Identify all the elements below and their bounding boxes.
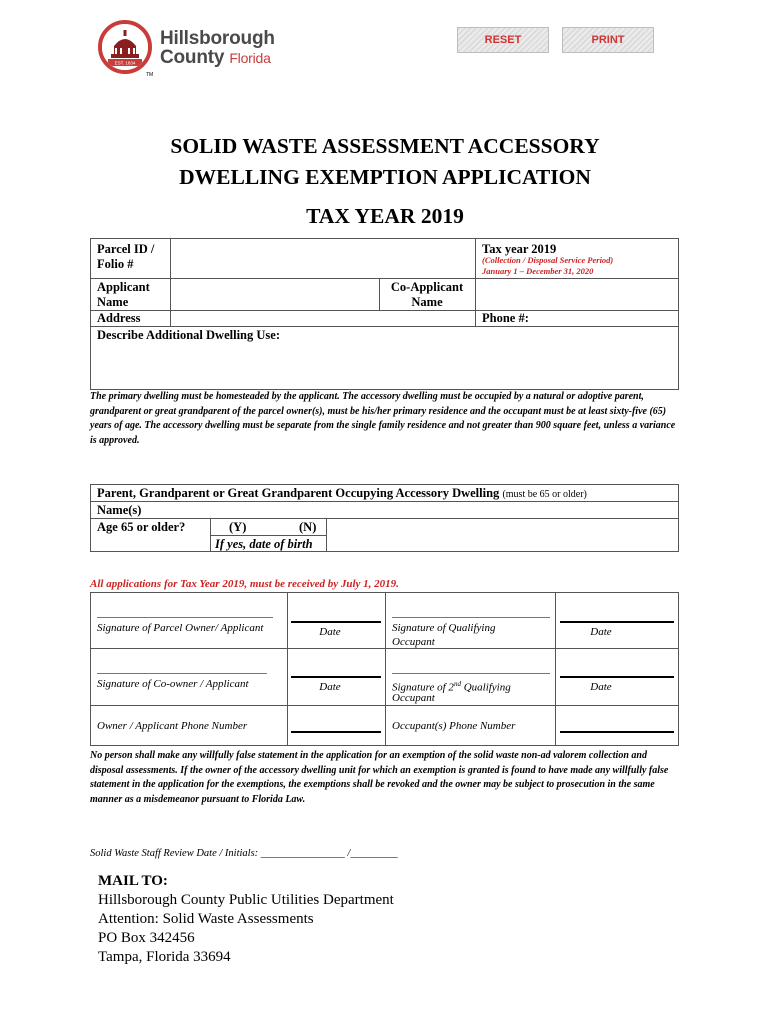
- row-divider: [90, 278, 679, 279]
- parcel-id-field[interactable]: [172, 240, 474, 277]
- date-label-4: Date: [590, 681, 612, 693]
- owner-signature-label: Signature of Parcel Owner/ Applicant: [97, 622, 264, 634]
- courthouse-dome-icon: [98, 20, 152, 74]
- phone-field[interactable]: [532, 311, 677, 325]
- row-divider: [90, 518, 679, 519]
- logo-trademark: TM: [146, 72, 154, 78]
- address-field[interactable]: [172, 311, 474, 325]
- mail-to-heading: MAIL TO:: [98, 873, 168, 889]
- date-line-1[interactable]: [291, 621, 381, 623]
- collection-period-note: (Collection / Disposal Service Period): [482, 255, 614, 265]
- applicant-label: Applicant: [97, 280, 150, 294]
- occupant-signature-line[interactable]: [392, 617, 550, 618]
- describe-use-label: Describe Additional Dwelling Use:: [97, 328, 280, 342]
- date-label-2: Date: [590, 626, 612, 638]
- logo-state: Florida: [229, 50, 271, 66]
- owner-phone-label: Owner / Applicant Phone Number: [97, 720, 248, 732]
- col-divider: [170, 238, 171, 326]
- occupant-signature-label-1: Signature of Qualifying: [392, 622, 496, 634]
- coowner-signature-label: Signature of Co-owner / Applicant: [97, 678, 249, 690]
- date-of-birth-field[interactable]: [328, 520, 677, 551]
- date-line-2[interactable]: [560, 621, 674, 623]
- second-sig-sup: nd: [453, 680, 461, 688]
- page-title-line1: SOLID WASTE ASSESSMENT ACCESSORY: [170, 134, 600, 158]
- occupant-names-field[interactable]: [150, 503, 677, 517]
- occupant-phone-label: Occupant(s) Phone Number: [392, 720, 516, 732]
- occupant-signature-label-2: Occupant: [392, 636, 435, 648]
- print-button[interactable]: PRINT: [562, 27, 654, 53]
- col-divider: [555, 592, 556, 746]
- logo-name-line1: Hillsborough: [160, 28, 275, 49]
- co-applicant-label: Co-Applicant: [390, 280, 464, 294]
- yes-option[interactable]: (Y): [229, 520, 247, 534]
- eligibility-notice: The primary dwelling must be homesteaded by the applicant. The accessory dwelling must be occupied by a natural or adoptive parent, grandparent or great grandparent of the parcel owner(s), must be his/her primary residence and the occupant must be at least sixty-five (65) years of age. The accessory dwelling must be separate from the single family residence and not greater than 900 square feet, unless a variance is approved.: [90, 391, 676, 446]
- no-option[interactable]: (N): [299, 520, 317, 534]
- logo-name-line2: [160, 48, 271, 68]
- occupant-heading-text: Parent, Grandparent or Great Grandparent Occupying Accessory Dwelling: [97, 486, 500, 500]
- col-divider: [385, 592, 386, 746]
- col-divider: [210, 518, 211, 552]
- occupant-phone-line[interactable]: [560, 731, 674, 733]
- logo-est: EST. 1834: [114, 60, 136, 66]
- col-divider: [326, 518, 327, 552]
- second-occupant-signature-label-2: Occupant: [392, 692, 435, 704]
- reset-button[interactable]: RESET: [457, 27, 549, 53]
- date-line-4[interactable]: [560, 676, 674, 678]
- co-applicant-name-label: Name: [411, 295, 443, 309]
- address-label: Address: [97, 311, 141, 325]
- tax-year-label: Tax year 2019: [482, 242, 557, 256]
- row-divider: [90, 326, 679, 327]
- names-label: Name(s): [97, 503, 142, 517]
- occupant-heading-note: (must be 65 or older): [502, 489, 587, 500]
- false-statement-disclaimer: No person shall make any willfully false statement in the application for an exemption of the solid waste non-ad valorem collection and disposal assessments. If the owner of the accessory dwelling unit for which an exemption is granted is found to have made any willfully false statement in the application for the exemptions, the exemptions shall be revoked and the owner may be subject to prosecution in the same manner as a misdemeanor pursuant to Florida Law.: [90, 750, 669, 805]
- owner-phone-line[interactable]: [291, 731, 381, 733]
- dob-label: If yes, date of birth: [215, 537, 313, 551]
- applicant-name-label: Name: [97, 295, 129, 309]
- occupant-heading: [97, 486, 587, 502]
- mail-address-line1: Hillsborough County Public Utilities Department: [98, 892, 394, 908]
- col-divider: [475, 238, 476, 326]
- co-applicant-name-field[interactable]: [477, 280, 678, 309]
- date-line-3[interactable]: [291, 676, 381, 678]
- second-sig-text: Signature of 2: [392, 681, 454, 694]
- coowner-signature-line[interactable]: [97, 673, 267, 674]
- mail-address-line3: PO Box 342456: [98, 930, 195, 946]
- staff-review-line: Solid Waste Staff Review Date / Initials: ________________ /_________: [90, 848, 398, 859]
- date-label-1: Date: [319, 626, 341, 638]
- second-occupant-signature-line[interactable]: [392, 673, 550, 674]
- row-divider: [210, 535, 326, 536]
- tax-year-title: TAX YEAR 2019: [306, 204, 464, 228]
- folio-label: Folio #: [97, 257, 134, 271]
- second-sig-text-2: Qualifying: [460, 681, 511, 694]
- mail-address-line2: Attention: Solid Waste Assessments: [98, 911, 314, 927]
- parcel-id-label: Parcel ID /: [97, 242, 155, 256]
- owner-signature-line[interactable]: [97, 617, 273, 618]
- describe-use-field[interactable]: [92, 344, 677, 388]
- deadline-notice: All applications for Tax Year 2019, must be received by July 1, 2019.: [90, 578, 399, 590]
- mail-address-line4: Tampa, Florida 33694: [98, 949, 231, 965]
- page-title-line2: DWELLING EXEMPTION APPLICATION: [179, 165, 591, 189]
- col-divider: [287, 592, 288, 746]
- applicant-name-field[interactable]: [172, 280, 378, 309]
- logo-county: County: [160, 47, 225, 68]
- period-dates-note: January 1 – December 31, 2020: [482, 266, 594, 276]
- date-label-3: Date: [319, 681, 341, 693]
- phone-label: Phone #:: [482, 311, 529, 325]
- age-question-label: Age 65 or older?: [97, 520, 186, 534]
